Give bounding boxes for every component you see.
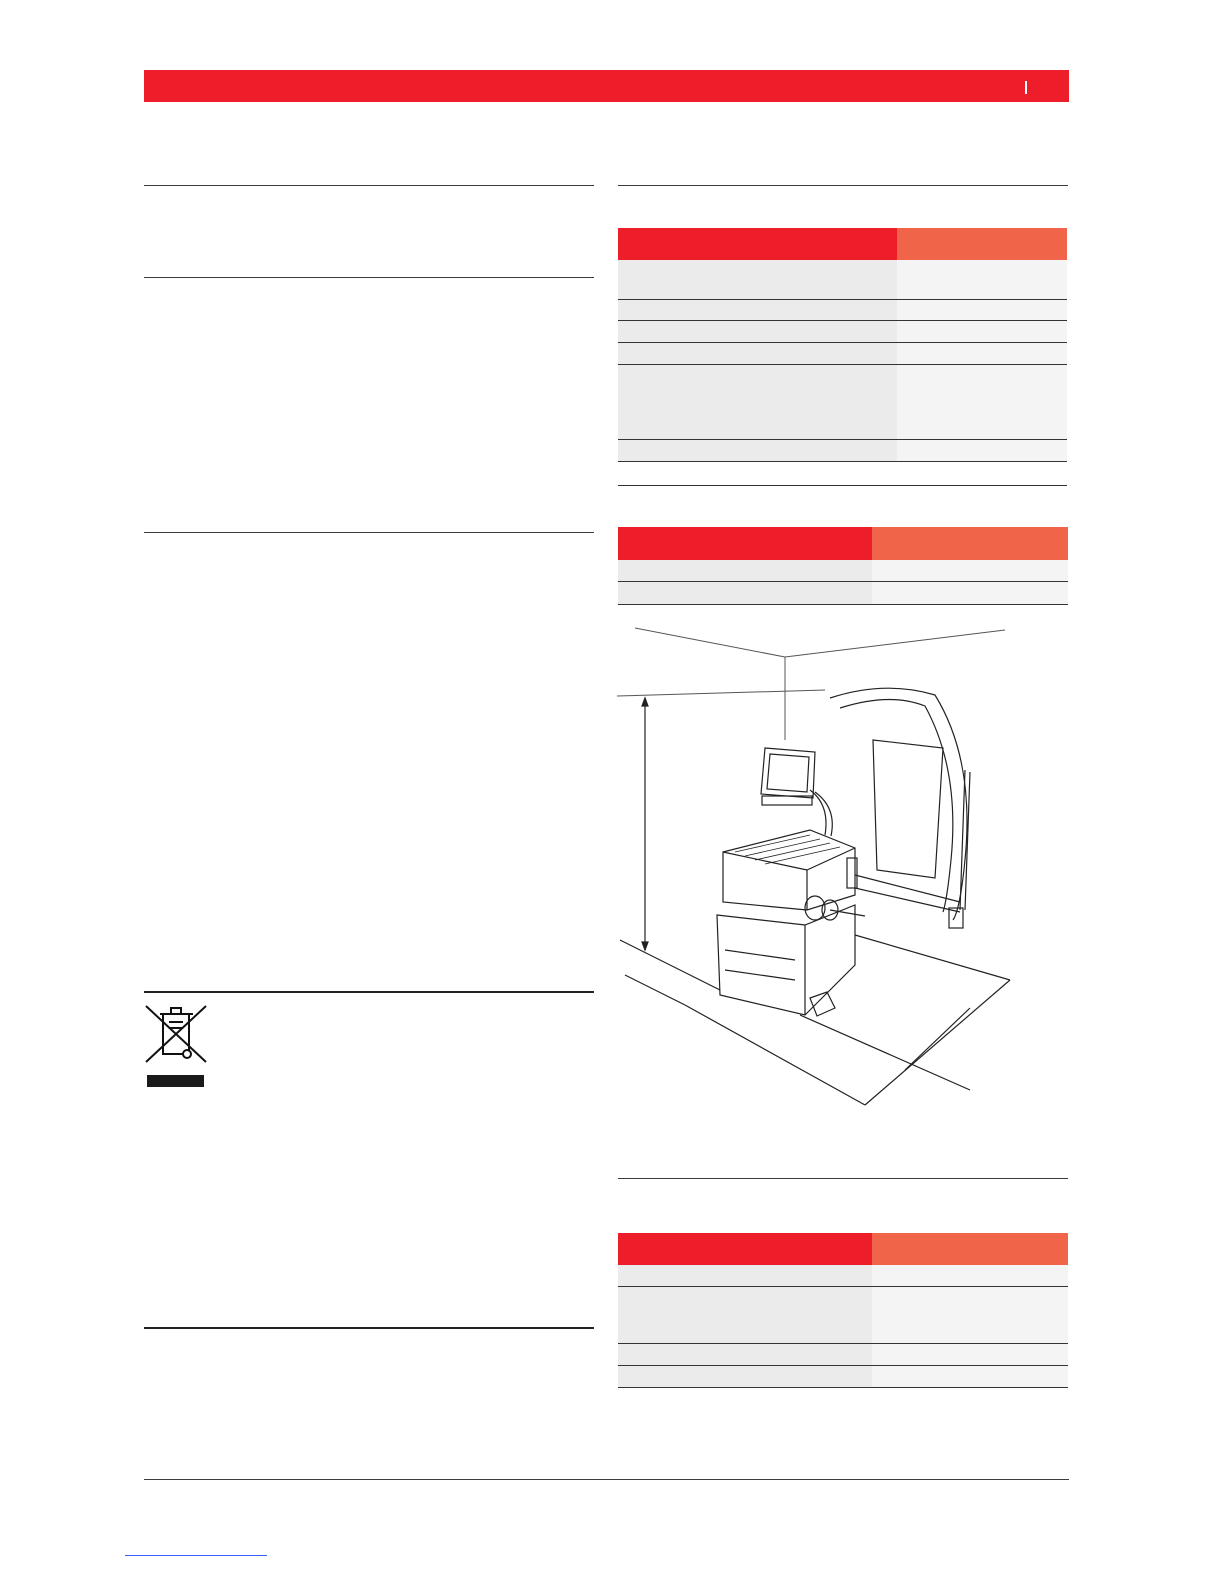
table-row — [618, 582, 1068, 605]
table-row — [618, 1344, 1068, 1366]
table-header-left — [618, 527, 872, 560]
section-rule — [144, 532, 594, 533]
spec-table-1 — [618, 228, 1067, 486]
section-rule — [144, 1327, 594, 1329]
spec-table-3 — [618, 1233, 1068, 1388]
footer-rule — [144, 1479, 1069, 1480]
table-row — [618, 1265, 1068, 1287]
footer-link-underline[interactable] — [125, 1555, 267, 1556]
section-rule — [144, 991, 594, 993]
table-row — [618, 343, 1067, 365]
disposal-marking-bar — [147, 1075, 204, 1087]
section-rule — [144, 277, 594, 278]
table-row — [618, 462, 1067, 486]
header-bar — [144, 70, 1069, 102]
spec-table-2 — [618, 527, 1068, 605]
section-rule — [144, 185, 594, 186]
table-header-left — [618, 1233, 872, 1265]
table-header-right — [897, 228, 1067, 260]
table-row — [618, 300, 1067, 321]
table-header-right — [872, 527, 1068, 560]
section-rule — [618, 185, 1068, 186]
table-header-right — [872, 1233, 1068, 1265]
table-row — [618, 365, 1067, 440]
table-row — [618, 321, 1067, 343]
table-row — [618, 440, 1067, 462]
table-row — [618, 1366, 1068, 1388]
table-row — [618, 560, 1068, 582]
table-header-left — [618, 228, 897, 260]
table-row — [618, 260, 1067, 300]
crossed-out-wheelie-bin-icon — [143, 1004, 209, 1066]
table-row — [618, 1287, 1068, 1344]
wheel-balancer-drawing — [615, 620, 1015, 1120]
header-divider-mark — [1025, 81, 1027, 94]
section-rule — [618, 1178, 1068, 1179]
